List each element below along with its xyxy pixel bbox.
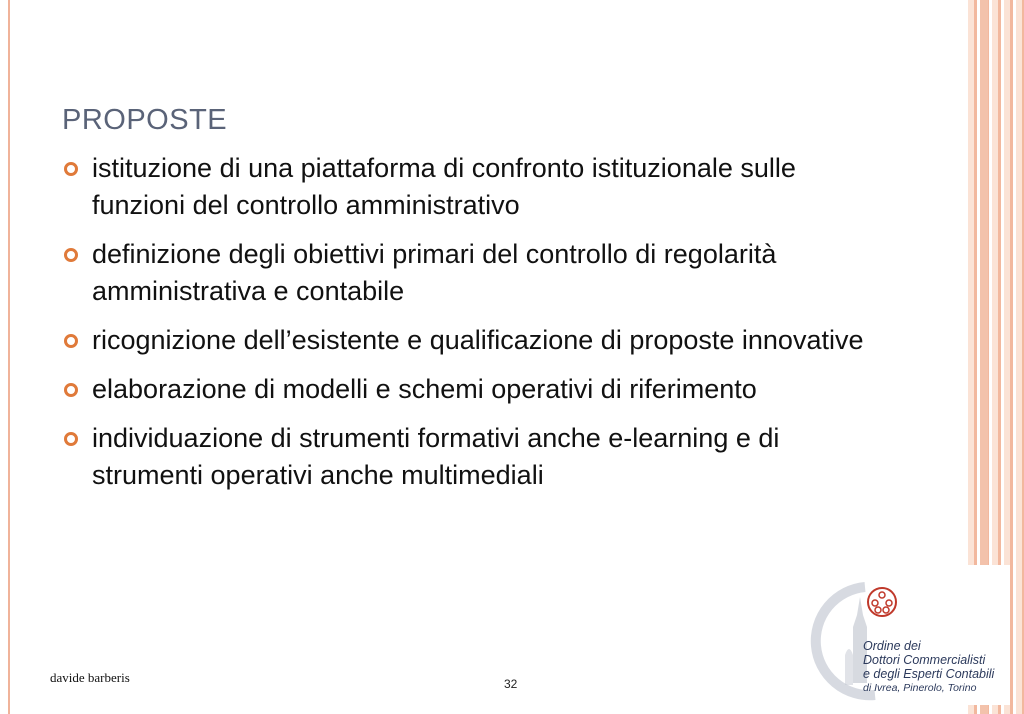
logo-line: Dottori Commercialisti — [863, 653, 986, 667]
page-number: 32 — [504, 677, 518, 691]
circle-bullet-icon — [64, 383, 78, 397]
logo-line: di Ivrea, Pinerolo, Torino — [863, 682, 977, 694]
bullet-item — [62, 322, 882, 359]
logo-line: Ordine dei — [863, 639, 921, 653]
circle-bullet-icon — [64, 248, 78, 262]
slide-title: PROPOSTE — [62, 104, 228, 136]
bullet-text: elaborazione di modelli e schemi operativi di riferimento — [92, 374, 757, 404]
order-logo — [805, 565, 1010, 705]
bullet-text: individuazione di strumenti formativi anche e-learning e di strumenti operativi anche multimediali — [92, 423, 780, 490]
bullet-item — [62, 236, 882, 310]
logo-line: e degli Esperti Contabili — [863, 667, 995, 681]
circle-bullet-icon — [64, 334, 78, 348]
footer-author: davide barberis — [50, 670, 130, 685]
bullet-item — [62, 150, 882, 224]
bullet-text: istituzione di una piattaforma di confronto istituzionale sulle funzioni del controllo amministrativo — [92, 153, 796, 220]
bullet-text: definizione degli obiettivi primari del controllo di regolarità amministrativa e contabile — [92, 239, 777, 306]
bullet-item — [62, 371, 882, 408]
circle-bullet-icon — [64, 432, 78, 446]
bullet-text: ricognizione dell’esistente e qualificazione di proposte innovative — [92, 325, 864, 355]
circle-bullet-icon — [64, 162, 78, 176]
logo-text — [863, 639, 994, 695]
bullet-list — [62, 150, 882, 506]
bullet-item — [62, 420, 882, 494]
left-border-line — [8, 0, 10, 714]
